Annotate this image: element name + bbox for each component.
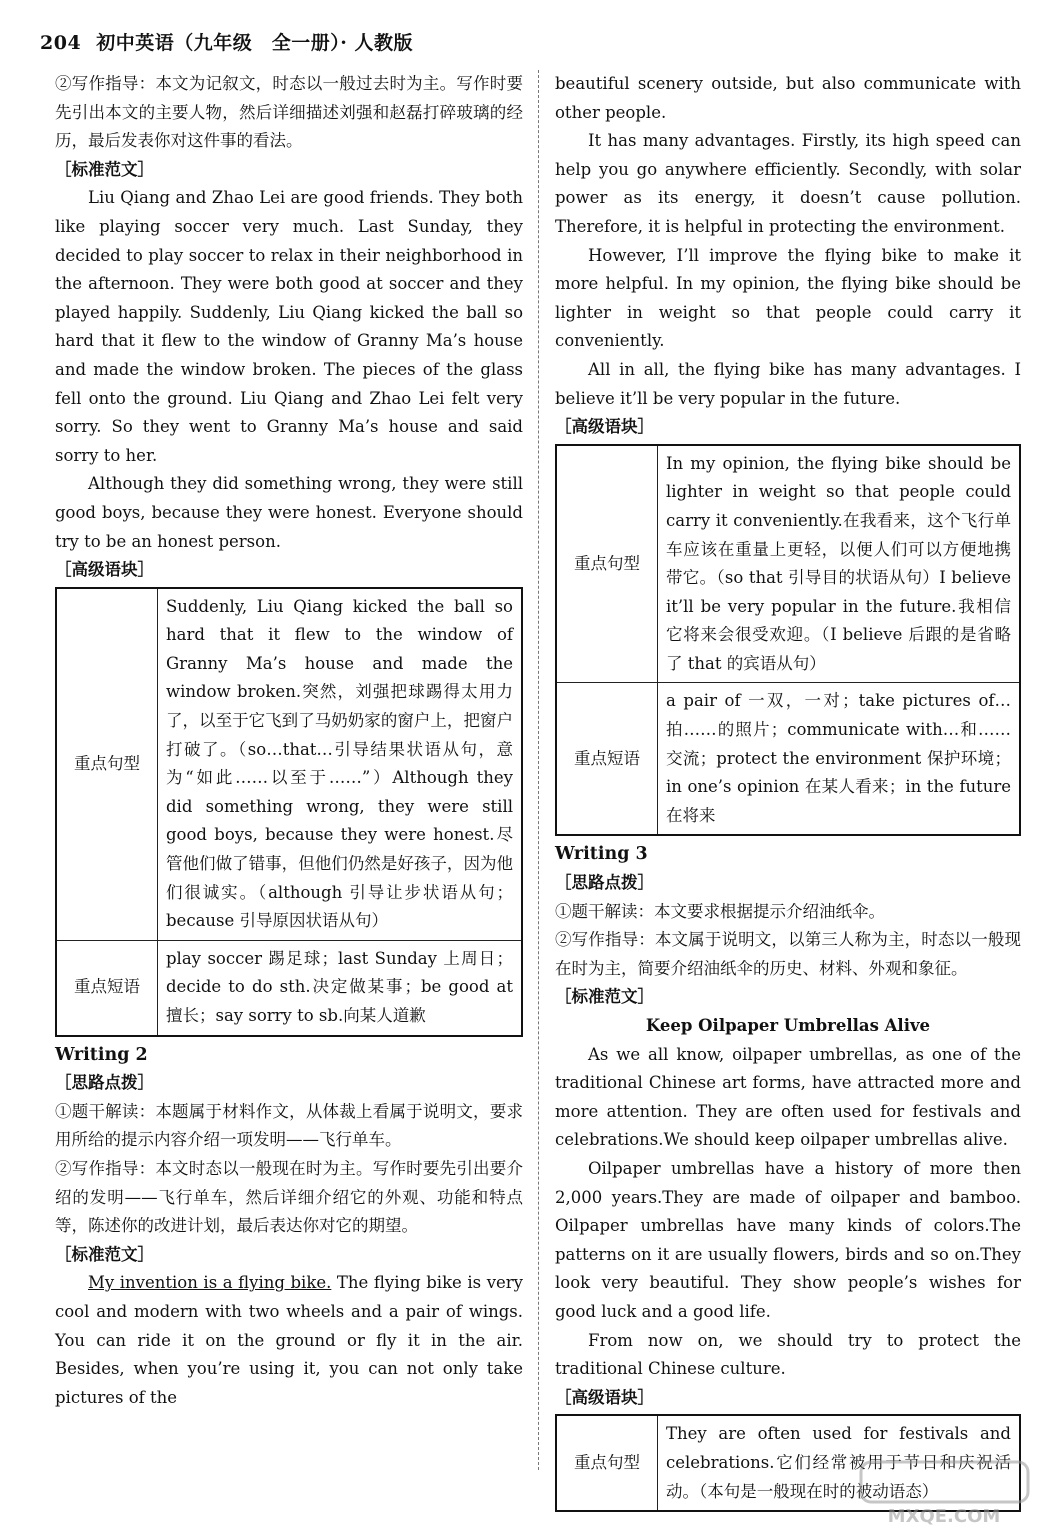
section-idea-tips: ［思路点拨］	[555, 873, 654, 893]
column-divider	[538, 70, 539, 1470]
section-advanced-chunks: ［高级语块］	[55, 560, 154, 580]
section-model-essay: ［标准范文］	[55, 1244, 154, 1264]
table-row	[56, 588, 522, 941]
task-interpretation: ①题干解读：本文要求根据提示介绍油纸伞。	[555, 901, 885, 921]
watermark-text: MXQE.COM	[887, 1506, 1001, 1527]
row-label: 重点句型	[556, 445, 658, 683]
row-label: 重点句型	[56, 588, 158, 941]
table-row	[56, 940, 522, 1035]
right-column	[555, 70, 1021, 1516]
model-paragraph: All in all, the flying bike has many advantages. I believe it’ll be very popular in the future.	[555, 359, 1021, 408]
table-row	[556, 683, 1020, 835]
row-content: play soccer 踢足球；last Sunday 上周日；decide to do sth.决定做某事；be good at 擅长；say sorry to sb.向某人道歉	[158, 940, 523, 1035]
page-number: 204	[40, 32, 82, 54]
section-idea-tips: ［思路点拨］	[55, 1073, 154, 1093]
row-content: In my opinion, the flying bike should be lighter in weight so that people could carry it conveniently.在我看来，这个飞行单车应该在重量上更轻，以便人们可以方便地携带它。（so that 引导目的状语从句）I believe it’ll be very popular in the future.我相信它将来会很受欢迎。（I believe 后跟的是省略了 that 的宾语从句）	[658, 445, 1021, 683]
section-model-essay: ［标准范文］	[555, 987, 654, 1007]
underlined-sentence: My invention is a flying bike.	[88, 1273, 332, 1293]
row-content: They are often used for festivals and celebrations.它们经常被用于节日和庆祝活动。（本句是一般现在时的被动语态）	[658, 1415, 1021, 1511]
section-advanced-chunks: ［高级语块］	[555, 417, 654, 437]
model-paragraph: However, I’ll improve the flying bike to make it more helpful. In my opinion, the flying bike should be lighter in weight so that people could carry it conveniently.	[555, 245, 1021, 351]
table-row	[556, 445, 1020, 683]
model-paragraph: Liu Qiang and Zhao Lei are good friends. They both like playing soccer very much. Last Sunday, they decided to play soccer to relax in their neighborhood in the afternoon. They were both good at soccer and they played happily. Suddenly, Liu Qiang kicked the ball so hard that it flew to the window of Granny Ma’s house and made the window broken. The pieces of the glass fell onto the ground. Liu Qiang and Zhao Lei felt very sorry. So they went to Granny Ma’s house and said sorry to her.	[55, 188, 523, 465]
writing-3-title: Writing 3	[555, 844, 648, 865]
model-paragraph: As we all know, oilpaper umbrellas, as one of the traditional Chinese art forms, have attracted more and more attention. They are often used for festivals and celebrations.We should keep oilpaper umbrellas alive.	[555, 1044, 1021, 1150]
page-header	[40, 28, 413, 55]
model-paragraph: From now on, we should try to protect the traditional Chinese culture.	[555, 1330, 1021, 1379]
row-content: a pair of 一双，一对；take pictures of…拍……的照片；communicate with…和……交流；protect the environment 保护环境；in one’s opinion 在某人看来；in the future 在将来	[658, 683, 1021, 835]
row-label: 重点句型	[556, 1415, 658, 1511]
writing-guidance: ②写作指导：本文时态以一般现在时为主。写作时要先引出要介绍的发明——飞行单车，然后详细介绍它的外观、功能和特点等，陈述你的改进计划，最后表达你对它的期望。	[55, 1158, 523, 1236]
model-paragraph: Oilpaper umbrellas have a history of more then 2,000 years.They are made of oilpaper and bamboo. Oilpaper umbrellas have many kinds of colors.The patterns on it are usually flowers, birds and so on.They look very beautiful. They show people’s wishes for good luck and a good life.	[555, 1158, 1021, 1321]
writing-guidance: ②写作指导：本文属于说明文，以第三人称为主，时态以一般现在时为主，简要介绍油纸伞的历史、材料、外观和象征。	[555, 930, 1021, 978]
model-paragraph: Although they did something wrong, they were still good boys, because they were honest. Everyone should try to be an honest person.	[55, 474, 523, 551]
advanced-chunks-table	[55, 587, 523, 1037]
row-content: Suddenly, Liu Qiang kicked the ball so hard that it flew to the window of Granny Ma’s house and made the window broken.突然，刘强把球踢得太用力了，以至于它飞到了马奶奶家的窗户上，把窗户打破了。（so…that…引导结果状语从句，意为“如此……以至于……”）Although they did something wrong, they were still good boys, because they were honest.尽管他们做了错事，但他们仍然是好孩子，因为他们很诚实。（although 引导让步状语从句；because 引导原因状语从句）	[158, 588, 523, 941]
writing-guidance: ②写作指导：本文为记叙文，时态以一般过去时为主。写作时要先引出本文的主要人物，然后详细描述刘强和赵磊打碎玻璃的经历，最后发表你对这件事的看法。	[55, 74, 523, 151]
row-label: 重点短语	[556, 683, 658, 835]
book-title: 初中英语（九年级 全一册）· 人教版	[96, 32, 414, 54]
task-interpretation: ①题干解读：本题属于材料作文，从体裁上看属于说明文，要求用所给的提示内容介绍一项发明——飞行单车。	[55, 1101, 523, 1150]
watermark-logo	[857, 1458, 1032, 1528]
model-paragraph: beautiful scenery outside, but also communicate with other people.	[555, 74, 1021, 122]
model-paragraph: It has many advantages. Firstly, its high speed can help you go anywhere efficiently. Secondly, with solar power as its energy, it doesn’t cause pollution. Therefore, it is helpful in protecting the environment.	[555, 131, 1021, 236]
section-advanced-chunks: ［高级语块］	[555, 1387, 654, 1407]
row-label: 重点短语	[56, 940, 158, 1035]
left-column	[55, 70, 523, 1412]
writing-2-title: Writing 2	[55, 1044, 148, 1065]
essay-title: Keep Oilpaper Umbrellas Alive	[645, 1016, 931, 1035]
advanced-chunks-table	[555, 444, 1021, 837]
section-model-essay: ［标准范文］	[55, 159, 154, 179]
model-paragraph	[55, 1269, 523, 1412]
model-text: The flying bike is very cool and modern with two wheels and a pair of wings. You can ride it on the ground or fly it in the air. Besides, when you’re using it, you can not only take pictures of the	[55, 1273, 523, 1407]
